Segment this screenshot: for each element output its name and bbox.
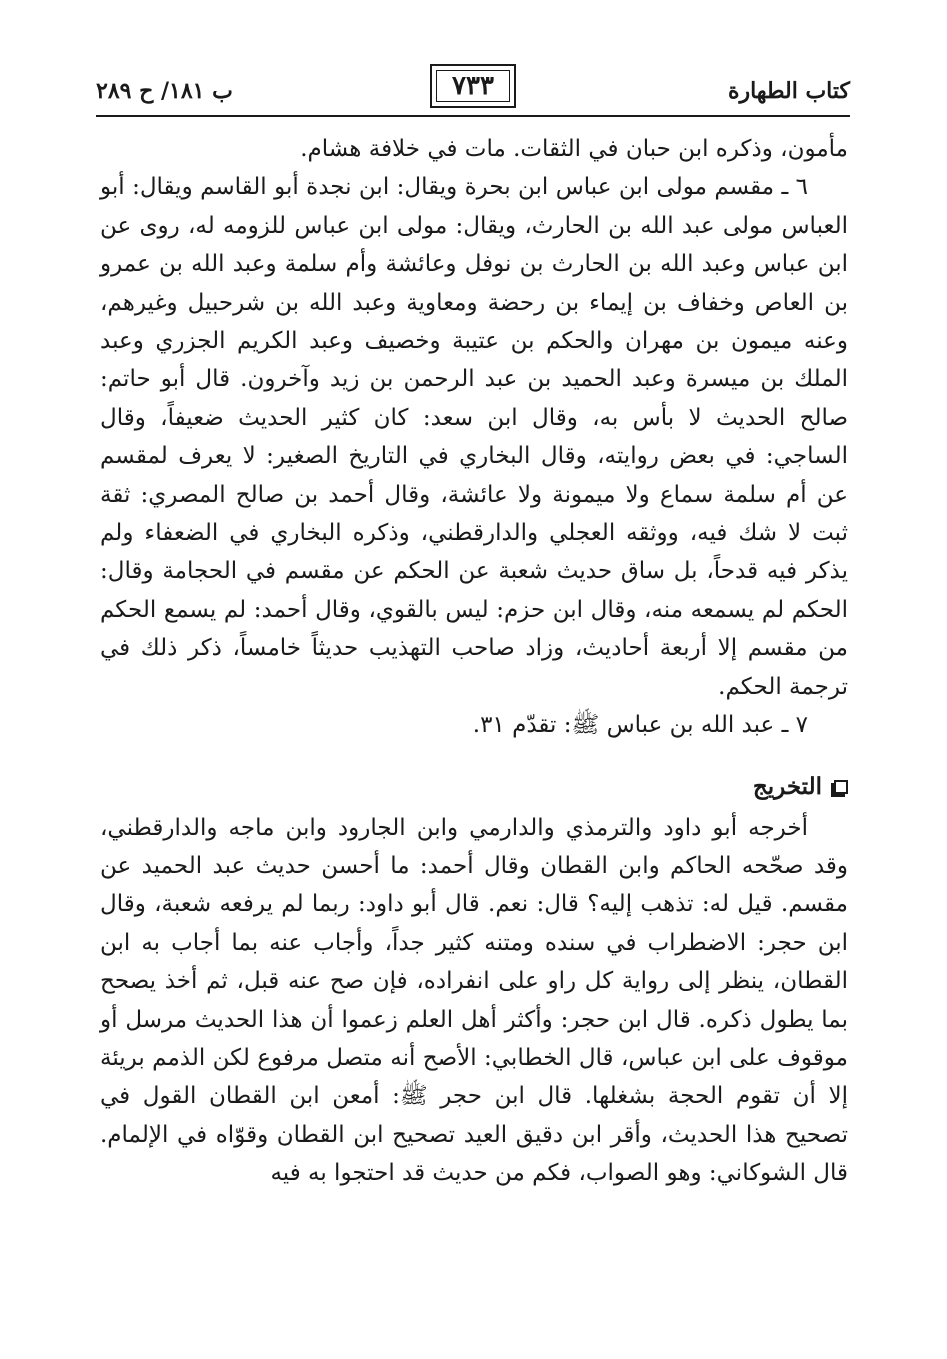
page-body: [100, 130, 848, 1193]
book-title: كتاب الطهارة: [727, 78, 850, 104]
takhrij-heading: [100, 767, 848, 807]
takhrij-title: التخريج: [752, 772, 822, 800]
takhrij-paragraph: أخرجه أبو داود والترمذي والدارمي وابن الجارود وابن ماجه والدارقطني، وقد صحّحه الحاكم وابن القطان وقال أحمد: ما أحسن حديث عبد الحميد عن مقسم. قيل له: تذهب إليه؟ قال: نعم. قال أبو داود: ربما لم يرفعه شعبة، وقال ابن حجر: الاضطراب في سنده ومتنه كثير جداً، وأجاب عنه بما أجاب به ابن القطان، ينظر إلى رواية كل راو على انفراده، فإن صح عنه قبل، ثم أخذ يصحح بما يطول ذكره. قال ابن حجر: وأكثر أهل العلم زعموا أن هذا الحديث مرسل أو موقوف على ابن عباس، قال الخطابي: الأصح أنه متصل مرفوع لكن الذمم بريئة إلا أن تقوم الحجة بشغلها. قال ابن حجر ﷺ: أمعن ابن القطان القول في تصحيح هذا الحديث، وأقر ابن دقيق العيد تصحيح ابن القطان وقوّاه في الإلمام. قال الشوكاني: وهو الصواب، فكم من حديث قد احتجوا به فيه: [100, 814, 848, 1187]
paragraph-continuation: مأمون، وذكره ابن حبان في الثقات. مات في خلافة هشام.: [300, 136, 848, 162]
page-number: ٧٣٣: [436, 70, 510, 102]
paragraph-narrator-6: ٦ ـ مقسم مولى ابن عباس ابن بحرة ويقال: ابن نجدة أبو القاسم ويقال: أبو العباس مولى عبد الله بن الحارث، ويقال: مولى ابن عباس للزومه له، روى عن ابن عباس وعبد الله بن الحارث بن نوفل وعائشة وأم سلمة وعبد الله بن عمرو بن العاص وخفاف بن إيماء بن رحضة ومعاوية وعبد الله بن شرحبيل وغيرهم، وعنه ميمون بن مهران والحكم بن عتيبة وخصيف وعبد الكريم الجزري وعبد الملك بن ميسرة وعبد الحميد بن عبد الرحمن بن زيد وآخرون. قال أبو حاتم: صالح الحديث لا بأس به، وقال ابن سعد: كان كثير الحديث ضعيفاً، وقال الساجي: في بعض روايته، وقال البخاري في التاريخ الصغير: لا يعرف لمقسم عن أم سلمة سماع ولا ميمونة ولا عائشة، وقال أحمد بن صالح المصري: ثقة ثبت لا شك فيه، ووثقه العجلي والدارقطني، وذكره البخاري في الضعفاء ولم يذكر فيه قدحاً، بل ساق حديث شعبة عن الحكم عن مقسم في الحجامة وقال: الحكم لم يسمعه منه، وقال ابن حزم: ليس بالقوي، وقال أحمد: لم يسمع الحكم من مقسم إلا أربعة أحاديث، وزاد صاحب التهذيب حديثاً خامساً، ذكر ذلك في ترجمة الحكم.: [100, 174, 848, 700]
paragraph-narrator-7: ٧ ـ عبد الله بن عباس ﷺ: تقدّم ٣١.: [472, 712, 808, 739]
header-divider: [96, 115, 850, 117]
chapter-reference: ب ١٨١/ ح ٢٨٩: [96, 78, 233, 104]
page-number-frame: [430, 64, 516, 108]
page-header: [96, 62, 850, 122]
square-bullet-icon: [834, 780, 848, 794]
